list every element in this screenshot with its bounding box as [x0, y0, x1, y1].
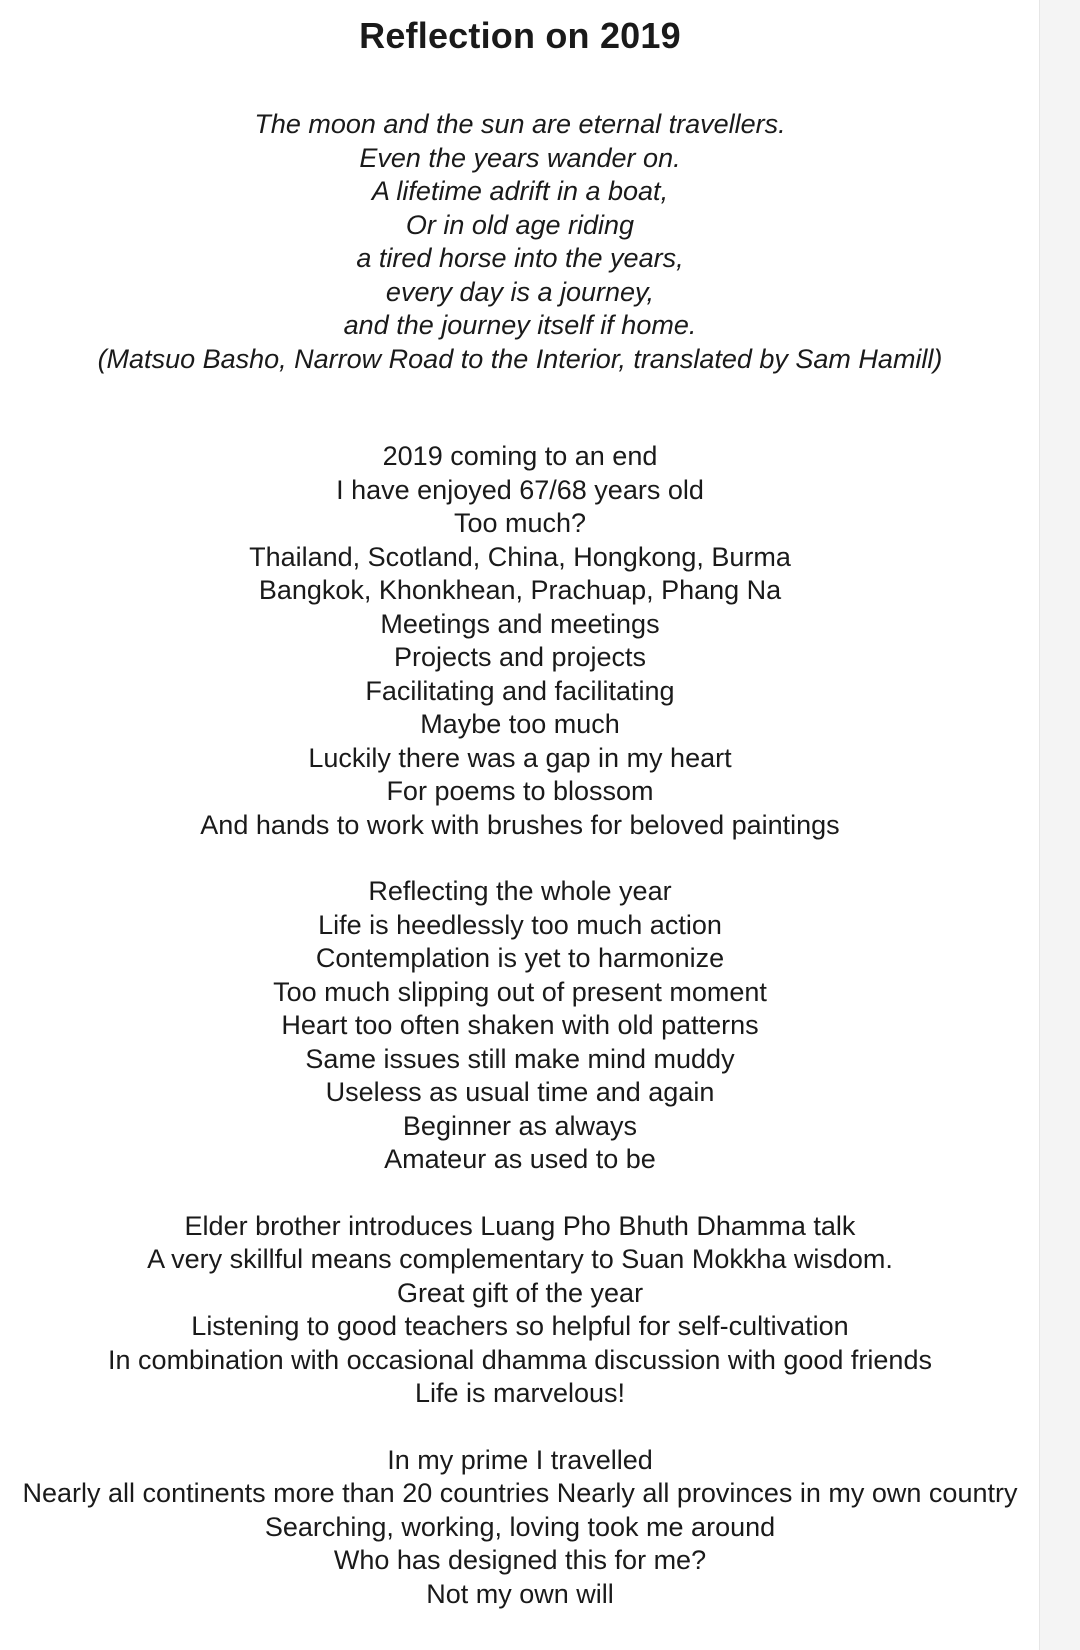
poem-line: Too much slipping out of present moment — [273, 976, 767, 1007]
poem-line: Reflecting the whole year — [368, 876, 672, 906]
poem-line: Maybe too much — [420, 709, 620, 739]
epigraph-line: The moon and the sun are eternal travellers. — [254, 109, 786, 139]
stanza-3 — [0, 1210, 1040, 1411]
poem-line: Facilitating and facilitating — [365, 675, 675, 706]
poem-line: Great gift of the year — [396, 1277, 644, 1308]
poem-line: Luckily there was a gap in my heart — [308, 742, 732, 773]
poem-line: Not my own will — [426, 1578, 614, 1609]
poem-line: Bangkok, Khonkhean, Prachuap, Phang Na — [258, 575, 782, 605]
poem-line: Nearly all continents more than 20 countries Nearly all provinces in my own country — [22, 1478, 1018, 1508]
epigraph-line: Even the years wander on. — [359, 142, 681, 173]
epigraph-line: A lifetime adrift in a boat, — [371, 176, 669, 206]
poem-line: Elder brother introduces Luang Pho Bhuth Dhamma talk — [184, 1210, 856, 1241]
poem-body — [0, 440, 1040, 1611]
poem-line: Useless as usual time and again — [325, 1077, 715, 1107]
poem-line: Too much? — [453, 508, 587, 538]
epigraph-line: a tired horse into the years, — [356, 243, 684, 273]
poem-line: Who has designed this for me? — [333, 1545, 707, 1575]
epigraph-line: every day is a journey, — [385, 276, 655, 307]
poem-line: In my prime I travelled — [387, 1444, 653, 1475]
poem-line: Beginner as always — [402, 1110, 638, 1141]
poem-line: Listening to good teachers so helpful for self-cultivation — [191, 1311, 849, 1341]
poem-line: For poems to blossom — [386, 776, 654, 806]
stanza-2 — [0, 875, 1040, 1177]
poem-line: A very skillful means complementary to Suan Mokkha wisdom. — [147, 1244, 893, 1274]
poem-line: Projects and projects — [393, 642, 647, 672]
poem-line: Thailand, Scotland, China, Hongkong, Burma — [249, 541, 791, 572]
poem-line: In combination with occasional dhamma discussion with good friends — [108, 1344, 932, 1375]
poem-line: And hands to work with brushes for beloved paintings — [200, 809, 840, 840]
epigraph-line: and the journey itself if home. — [343, 310, 697, 340]
poem-line: Life is marvelous! — [414, 1378, 626, 1408]
poem-line: Contemplation is yet to harmonize — [315, 943, 725, 973]
poem-line: Searching, working, loving took me around — [264, 1511, 776, 1542]
poem-line: Meetings and meetings — [380, 608, 660, 639]
poem-line: Same issues still make mind muddy — [305, 1043, 735, 1074]
stanza-4 — [0, 1444, 1040, 1612]
epigraph — [0, 108, 1040, 376]
poem-line: 2019 coming to an end — [382, 441, 658, 471]
poem-line: Amateur as used to be — [384, 1144, 656, 1174]
scrollbar-track[interactable] — [1039, 0, 1080, 1650]
epigraph-attribution: (Matsuo Basho, Narrow Road to the Interior, translated by Sam Hamill) — [97, 343, 943, 374]
page-title: Reflection on 2019 — [359, 15, 681, 56]
poem-line: Life is heedlessly too much action — [318, 909, 722, 940]
stanza-1 — [0, 440, 1040, 842]
poem-line: I have enjoyed 67/68 years old — [336, 474, 704, 505]
epigraph-line: Or in old age riding — [405, 209, 635, 240]
poem-line: Heart too often shaken with old patterns — [281, 1010, 759, 1040]
